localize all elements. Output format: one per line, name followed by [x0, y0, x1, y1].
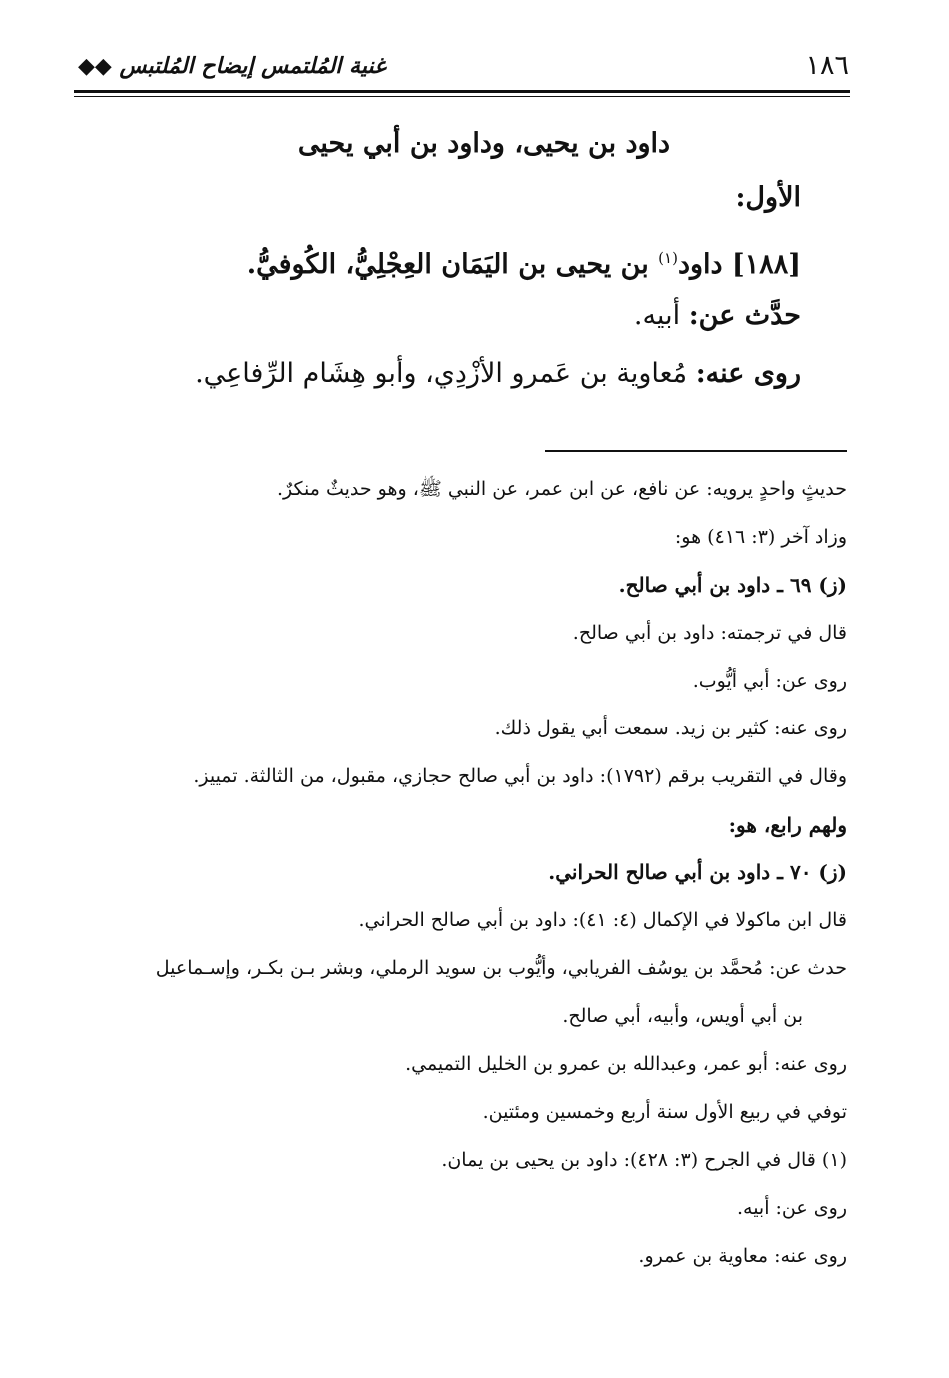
narrated-from-label: حدَّث عن:: [688, 300, 801, 331]
footnote-line: حدث عن: مُحمَّد بن يوسُف الفريابي، وأيُّوب بن سويد الرملي، وبشر بـن بكـر، وإسـماعيل: [155, 957, 847, 979]
footnote-entry-heading: (ز) ٧٠ ـ داود بن أبي صالح الحراني.: [548, 860, 847, 884]
footnote-line-continued: بن أبي أويس، وأبيه، أبي صالح.: [562, 1005, 803, 1027]
section-heading: داود بن يحيى، وداود بن أبي يحيى: [297, 128, 671, 159]
footnote-line: قال في ترجمته: داود بن أبي صالح.: [572, 622, 847, 644]
footnote-1: (١) قال في الجرح (٣: ٤٢٨): داود بن يحيى بن يمان.: [441, 1149, 847, 1171]
page-number: ١٨٦: [805, 50, 849, 81]
footnote-line: روى عن: أبي أيُّوب.: [692, 670, 847, 692]
footnote-line: روى عنه: معاوية بن عمرو.: [638, 1245, 847, 1267]
first-label: الأول:: [735, 182, 801, 213]
running-title: غنية المُلتمس إيضاح المُلتبس ◆◆: [78, 53, 386, 79]
footnote-ref-1: (١): [658, 249, 678, 267]
entry-188: [247, 232, 801, 291]
header-rule-thick: [74, 90, 850, 93]
footnote-line: حديثٍ واحدٍ يرويه: عن نافع، عن ابن عمر، عن النبي ﷺ، وهو حديثٌ منكرٌ.: [277, 478, 847, 500]
footnote-line: توفي في ربيع الأول سنة أربع وخمسين ومئتين.: [482, 1101, 847, 1123]
footnote-line: قال ابن ماكولا في الإكمال (٤: ٤١): داود بن أبي صالح الحراني.: [358, 909, 847, 931]
footnote-line: روى عنه: أبو عمر، وعبدالله بن عمرو بن الخليل التميمي.: [405, 1053, 847, 1075]
narrated-from-value: أبيه.: [633, 300, 689, 331]
footnote-line: وزاد آخر (٣: ٤١٦) هو:: [674, 526, 847, 548]
narrated-by-line: [195, 348, 801, 400]
narrated-from-line: [634, 290, 801, 342]
header-rule-thin: [74, 96, 850, 97]
entry-prefix: [١٨٨] داود: [677, 249, 801, 280]
footnote-separator: [545, 450, 847, 452]
narrated-by-label: روى عنه:: [695, 358, 801, 389]
page-header: [78, 46, 849, 86]
narrated-by-value: مُعاوية بن عَمرو الأزْدِي، وأبو هِشَام الرِّفاعِي.: [195, 358, 696, 389]
entry-name: بن يحيى بن اليَمَان العِجْلِيُّ، الكُوفيُّ.: [246, 249, 659, 280]
footnote-subheading: ولهم رابع، هو:: [728, 813, 847, 837]
footnote-entry-heading: (ز) ٦٩ ـ داود بن أبي صالح.: [618, 573, 847, 597]
footnote-line: وقال في التقريب برقم (١٧٩٢): داود بن أبي صالح حجازي، مقبول، من الثالثة. تمييز.: [193, 765, 847, 787]
footnote-line: روى عن: أبيه.: [736, 1197, 847, 1219]
footnote-line: روى عنه: كثير بن زيد. سمعت أبي يقول ذلك.: [494, 717, 847, 739]
